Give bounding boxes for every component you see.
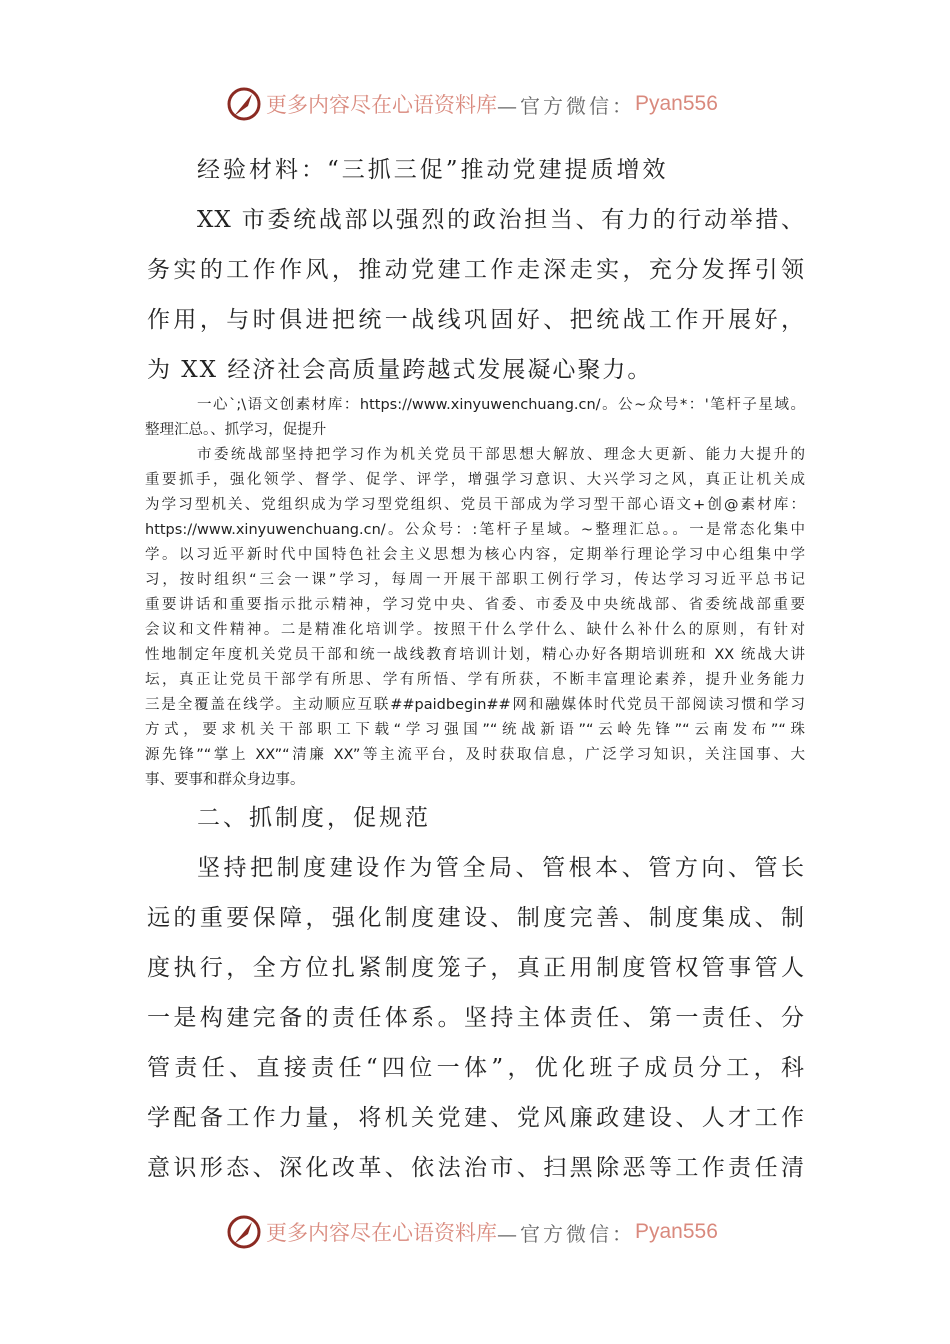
intro-line: XX 市委统战部以强烈的政治担当、有力的行动举措、	[197, 207, 805, 233]
paragraph-line: 市委统战部坚持把学习作为机关党员干部思想大解放、理念大更新、能力大提升的	[197, 447, 805, 463]
paragraph-line: 习，按时组织“三会一课”学习，每周一开展干部职工例行学习，传达学习习近平总书记	[145, 572, 805, 588]
paragraph-line: 事、要事和群众身边事。	[145, 772, 305, 788]
section-heading: 二、抓制度，促规范	[197, 805, 431, 831]
section-line: 远的重要保障，强化制度建设、制度完善、制度集成、制	[147, 905, 805, 931]
watermark-banner-bottom	[226, 1210, 726, 1254]
intro-line: 为 XX 经济社会高质量跨越式发展凝心聚力。	[147, 357, 653, 383]
section-line: 管责任、直接责任“四位一体”，优化班子成员分工，科	[147, 1055, 805, 1081]
quill-logo-icon	[226, 86, 262, 122]
paragraph-line: 坛，真正让党员干部学有所思、学有所悟、学有所获，不断丰富理论素养，提升业务能力	[145, 672, 805, 688]
paragraph-line: 整理汇总。、抓学习，促提升	[145, 422, 327, 438]
paragraph-line: 性地制定年度机关党员干部和统一战线教育培训计划，精心办好各期培训班和 XX 统战大讲	[145, 647, 805, 663]
intro-line: 作用，与时俱进把统一战线巩固好、把统战工作开展好，	[147, 307, 805, 333]
watermark-banner-top	[226, 82, 726, 126]
paragraph-line: 会议和文件精神。二是精准化培训学。按照干什么学什么、缺什么补什么的原则，有针对	[145, 622, 805, 638]
section-line: 坚持把制度建设作为管全局、管根本、管方向、管长	[197, 855, 805, 881]
paragraph-line: https://www.xinyuwenchuang.cn/。公众号：:笔杆子星域。~整理汇总。。一是常态化集中	[145, 522, 805, 538]
paragraph-line: 源先锋”“掌上 XX”“清廉 XX”等主流平台，及时获取信息，广泛学习知识，关注国事、大	[145, 747, 805, 763]
paragraph-line: 为学习型机关、党组织成为学习型党组织、党员干部成为学习型干部心语文+创@素材库：	[145, 497, 805, 513]
paragraph-line: 方式，要求机关干部职工下载“学习强国”“统战新语”“云岭先锋”“云南发布”“珠	[145, 722, 805, 738]
banner-wechat-id: Pyan556	[635, 1220, 718, 1243]
paragraph-line: 学。以习近平新时代中国特色社会主义思想为核心内容，定期举行理论学习中心组集中学	[145, 547, 805, 563]
quill-logo-icon	[226, 1214, 262, 1250]
paragraph-line: 三是全覆盖在线学。主动顺应互联##paidbegin##网和融媒体时代党员干部阅读习惯和学习	[145, 697, 805, 713]
document-title: 经验材料：“三抓三促”推动党建提质增效	[197, 157, 669, 183]
intro-line: 务实的工作作风，推动党建工作走深走实，充分发挥引领	[147, 257, 805, 283]
section-line: 意识形态、深化改革、依法治市、扫黑除恶等工作责任清	[147, 1155, 805, 1181]
paragraph-line: 重要讲话和重要指示批示精神，学习党中央、省委、市委及中央统战部、省委统战部重要	[145, 597, 805, 613]
banner-wechat-label: —官方微信：	[497, 1221, 635, 1246]
section-line: 一是构建完备的责任体系。坚持主体责任、第一责任、分	[147, 1005, 805, 1031]
banner-text: 更多内容尽在心语资料库	[266, 1221, 497, 1245]
section-line: 学配备工作力量，将机关党建、党风廉政建设、人才工作	[147, 1105, 805, 1131]
paragraph-line: 重要抓手，强化领学、督学、促学、评学，增强学习意识、大兴学习之风，真正让机关成	[145, 472, 805, 488]
banner-text: 更多内容尽在心语资料库	[266, 93, 497, 117]
banner-wechat-label: —官方微信：	[497, 93, 635, 118]
section-line: 度执行，全方位扎紧制度笼子，真正用制度管权管事管人	[147, 955, 805, 981]
paragraph-line: 一心`;\语文创素材库：https://www.xinyuwenchuang.cn/。公~众号*：'笔杆子星域。	[197, 397, 805, 413]
banner-wechat-id: Pyan556	[635, 92, 718, 115]
